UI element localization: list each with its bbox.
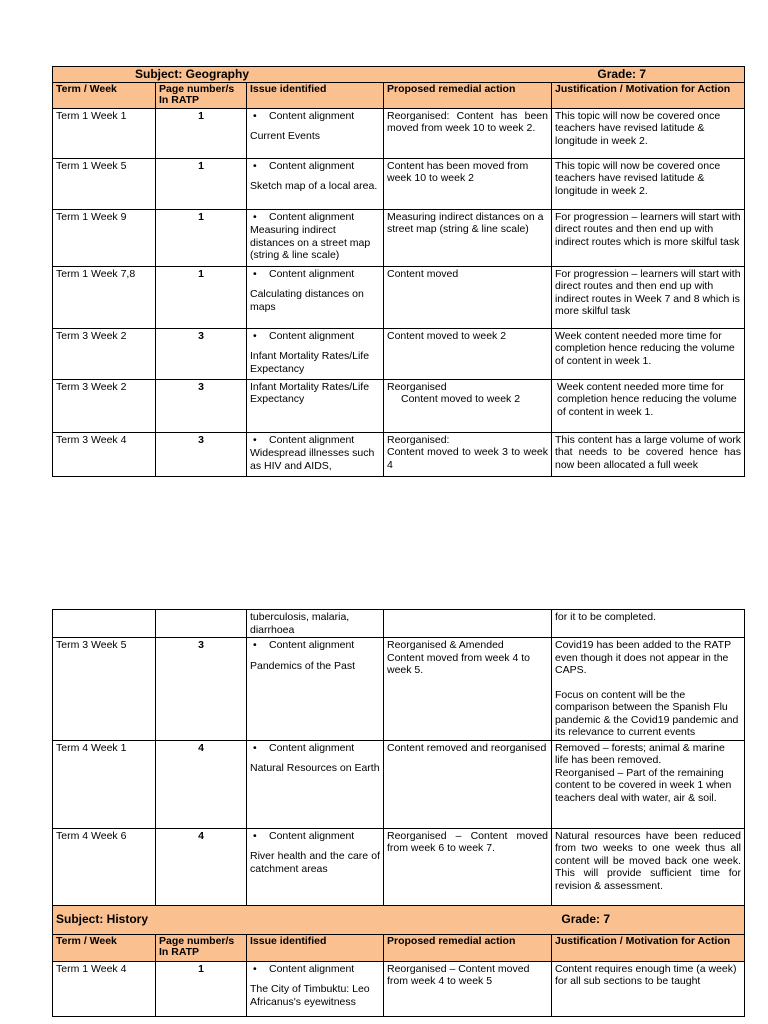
issue-cell: Infant Mortality Rates/Life Expectancy: [247, 379, 384, 432]
column-header-row: [53, 82, 745, 108]
page-cell: 4: [156, 740, 247, 828]
justification-cell: for it to be completed.: [552, 610, 745, 638]
issue-text: Pandemics of the Past: [250, 659, 356, 672]
bullet-icon: •: [253, 639, 257, 651]
action-cell: Content has been moved from week 10 to week 2: [384, 158, 552, 209]
issue-cell: [247, 158, 384, 209]
action-line: Content moved to week 2: [401, 393, 521, 405]
issue-cell: [247, 828, 384, 905]
bullet-text: Content alignment: [269, 109, 355, 122]
header-page-number: Page number/s In RATP: [156, 82, 247, 108]
page-cell: 4: [156, 828, 247, 905]
justification-cell: This topic will now be covered once teachers have revised latitude & longitude in week 2.: [552, 108, 745, 158]
term-cell: Term 1 Week 5: [53, 158, 156, 209]
issue-cell: [247, 432, 384, 476]
term-cell: Term 3 Week 4: [53, 432, 156, 476]
justification-cell: Content requires enough time (a week) for all sub sections to be taught: [552, 961, 745, 1016]
bullet-icon: •: [253, 329, 257, 342]
page-cell: 3: [156, 638, 247, 741]
term-cell: Term 1 Week 9: [53, 209, 156, 266]
action-cell: [384, 638, 552, 741]
action-cell: [384, 610, 552, 638]
table-row: [53, 266, 745, 328]
justification-paragraph: Focus on content will be the comparison between the Spanish Flu pandemic & the Covid19 pandemic and its relevance to current events: [555, 688, 739, 738]
action-line: Reorganised & Amended: [387, 639, 504, 651]
justification-paragraph: Reorganised – Part of the remaining content to be covered in week 1 when teachers deal with water, air & soil.: [555, 766, 732, 804]
action-cell: Content moved: [384, 266, 552, 328]
term-cell: Term 1 Week 4: [53, 961, 156, 1016]
bullet-icon: •: [253, 741, 257, 754]
subject-label: Subject: History: [56, 912, 149, 927]
subject-header-cell: [53, 67, 745, 83]
justification-cell: [552, 740, 745, 828]
table-row: [53, 379, 745, 432]
page-cell: 1: [156, 961, 247, 1016]
bullet-icon: •: [253, 433, 257, 446]
subject-header-cell: [53, 905, 745, 934]
term-cell: Term 3 Week 2: [53, 379, 156, 432]
bullet-text: Content alignment: [269, 639, 355, 651]
bullet-text: Content alignment: [269, 829, 355, 842]
issue-cell: tuberculosis, malaria, diarrhoea: [247, 610, 384, 638]
issue-text: Calculating distances on maps: [250, 288, 364, 313]
action-cell: Content moved to week 2: [384, 328, 552, 379]
justification-cell: For progression – learners will start with direct routes and then end up with indirect routes which is more skilful task: [552, 209, 745, 266]
bullet-text: Content alignment: [269, 962, 355, 975]
justification-cell: This content has a large volume of work that needs to be covered hence has now been allocated a full week: [552, 432, 745, 476]
bullet-icon: •: [253, 210, 257, 223]
page-cell: 3: [156, 379, 247, 432]
justification-cell: Week content needed more time for completion hence reducing the volume of content in week 1.: [552, 328, 745, 379]
bullet-icon: •: [253, 267, 257, 280]
bullet-item: [250, 963, 380, 976]
issue-cell: [247, 108, 384, 158]
action-line: Content moved from week 4 to week 5.: [387, 651, 530, 676]
page-cell: 1: [156, 209, 247, 266]
continuation-table: [52, 609, 745, 1017]
bullet-item: [250, 110, 380, 123]
term-cell: [53, 610, 156, 638]
header-issue: Issue identified: [247, 934, 384, 961]
table-row: [53, 610, 745, 638]
page-cell: 1: [156, 108, 247, 158]
action-cell: Content removed and reorganised: [384, 740, 552, 828]
page-cell: [156, 610, 247, 638]
bullet-icon: •: [253, 109, 257, 122]
action-cell: Reorganised – Content moved from week 4 to week 5: [384, 961, 552, 1016]
header-term-week: Term / Week: [53, 934, 156, 961]
table-row: [53, 961, 745, 1016]
bullet-text: Content alignment: [269, 210, 355, 223]
table-row: [53, 108, 745, 158]
page-cell: 3: [156, 432, 247, 476]
issue-cell: [247, 209, 384, 266]
history-subject-row: [53, 905, 745, 934]
bullet-item: [250, 434, 380, 447]
page-cell: 1: [156, 266, 247, 328]
action-cell: Measuring indirect distances on a street map (string & line scale): [384, 209, 552, 266]
bullet-item: [250, 330, 380, 343]
bullet-item: [250, 742, 380, 755]
page-cell: 3: [156, 328, 247, 379]
justification-cell: For progression – learners will start with direct routes and then end up with indirect routes in Week 7 and 8 which is more skilful task: [552, 266, 745, 328]
issue-text: Current Events: [250, 130, 321, 142]
header-action: Proposed remedial action: [384, 82, 552, 108]
table-row: [53, 638, 745, 741]
action-line: Content moved to week 3 to week 4: [387, 446, 548, 471]
justification-paragraph: Removed – forests; animal & marine life has been removed.: [555, 741, 725, 766]
bullet-item: [250, 830, 380, 843]
table-row: [53, 828, 745, 905]
term-cell: Term 1 Week 1: [53, 108, 156, 158]
header-term-week: Term / Week: [53, 82, 156, 108]
grade-label: Grade: 7: [597, 67, 647, 81]
bullet-icon: •: [253, 829, 257, 842]
term-cell: Term 4 Week 1: [53, 740, 156, 828]
bullet-icon: •: [253, 962, 257, 975]
action-line: Reorganised:: [387, 433, 450, 446]
grade-label: Grade: 7: [561, 912, 611, 927]
bullet-item: [250, 268, 380, 281]
bullet-text: Content alignment: [269, 329, 355, 342]
issue-text: Natural Resources on Earth: [250, 762, 380, 774]
justification-cell: Natural resources have been reduced from two weeks to one week thus all content will be moved back one week. This will provide sufficient time for revision & assessment.: [552, 828, 745, 905]
term-cell: Term 3 Week 5: [53, 638, 156, 741]
geography-table: [52, 66, 745, 477]
header-issue: Issue identified: [247, 82, 384, 108]
issue-cell: [247, 266, 384, 328]
issue-text: Measuring indirect distances on a street map (string & line scale): [250, 224, 371, 261]
bullet-icon: •: [253, 159, 257, 172]
term-cell: Term 4 Week 6: [53, 828, 156, 905]
bullet-item: [250, 639, 380, 652]
issue-text: The City of Timbuktu: Leo Africanus's eyewitness: [250, 983, 370, 1008]
page-cell: 1: [156, 158, 247, 209]
header-justification: Justification / Motivation for Action: [552, 82, 745, 108]
issue-text: Infant Mortality Rates/Life Expectancy: [250, 350, 370, 375]
action-cell: Reorganised – Content moved from week 6 to week 7.: [384, 828, 552, 905]
justification-paragraph: Covid19 has been added to the RATP even though it does not appear in the CAPS.: [555, 639, 731, 676]
header-page-number: Page number/s In RATP: [156, 934, 247, 961]
action-line: Reorganised: [387, 380, 447, 393]
action-cell: [384, 379, 552, 432]
issue-text: River health and the care of catchment areas: [250, 850, 380, 875]
column-header-row: [53, 934, 745, 961]
table-row: [53, 328, 745, 379]
table-row: [53, 209, 745, 266]
bullet-item: [250, 211, 380, 224]
subject-label: Subject: Geography: [135, 67, 250, 81]
bullet-text: Content alignment: [269, 267, 355, 280]
header-justification: Justification / Motivation for Action: [552, 934, 745, 961]
action-cell: [384, 432, 552, 476]
table-row: [53, 740, 745, 828]
bullet-item: [250, 160, 380, 173]
issue-cell: [247, 740, 384, 828]
header-action: Proposed remedial action: [384, 934, 552, 961]
paragraph-gap: [555, 677, 741, 689]
bullet-text: Content alignment: [269, 433, 355, 446]
issue-cell: [247, 961, 384, 1016]
issue-text: Sketch map of a local area.: [250, 180, 378, 192]
bullet-text: Content alignment: [269, 159, 355, 172]
bullet-text: Content alignment: [269, 741, 355, 754]
table-row: [53, 158, 745, 209]
term-cell: Term 3 Week 2: [53, 328, 156, 379]
table-row: [53, 432, 745, 476]
action-cell: Reorganised: Content has been moved from week 10 to week 2.: [384, 108, 552, 158]
justification-cell: [552, 638, 745, 741]
term-cell: Term 1 Week 7,8: [53, 266, 156, 328]
issue-cell: [247, 328, 384, 379]
justification-cell: Week content needed more time for completion hence reducing the volume of content in week 1.: [552, 379, 745, 432]
issue-cell: [247, 638, 384, 741]
justification-cell: This topic will now be covered once teachers have revised latitude & longitude in week 2.: [552, 158, 745, 209]
issue-text: Widespread illnesses such as HIV and AIDS,: [250, 447, 375, 472]
subject-row: [53, 67, 745, 83]
